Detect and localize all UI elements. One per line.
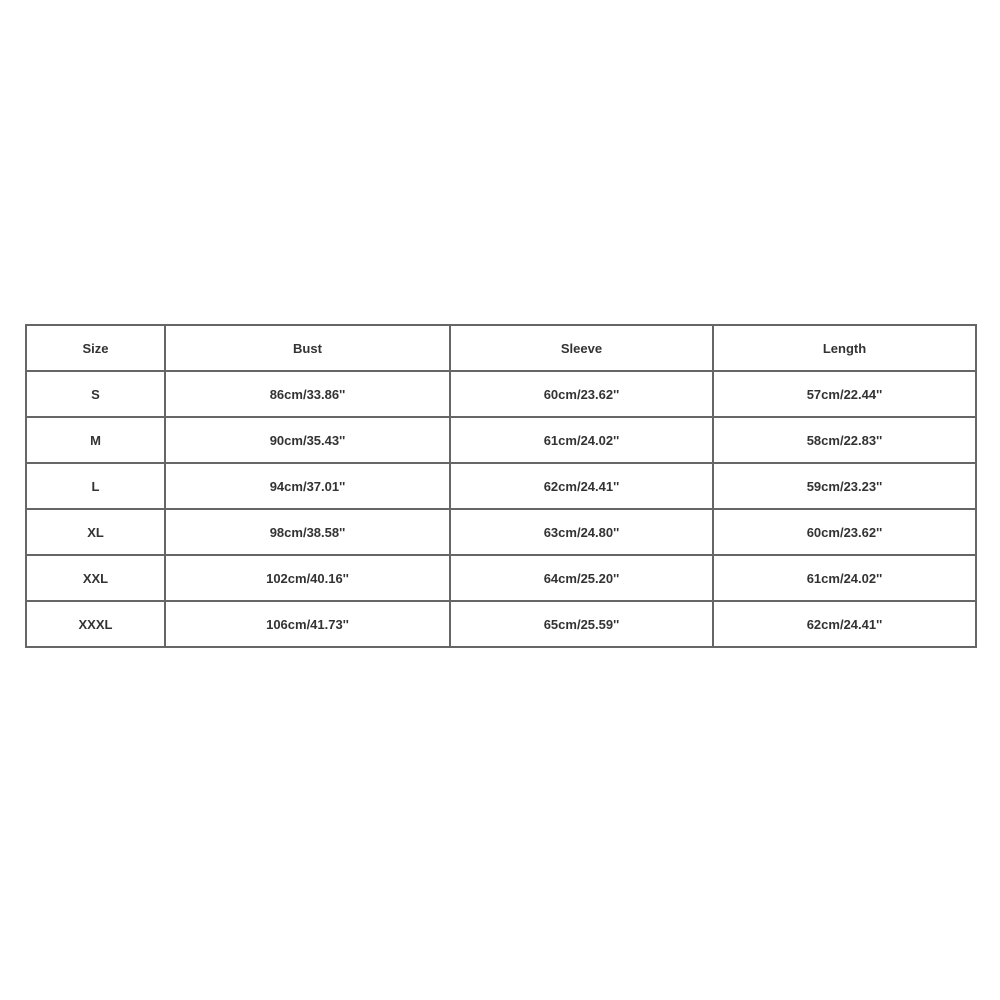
cell-size: XL (26, 509, 165, 555)
cell-size: XXXL (26, 601, 165, 647)
cell-size: L (26, 463, 165, 509)
cell-length: 60cm/23.62'' (713, 509, 976, 555)
table-row (26, 417, 976, 463)
cell-length: 58cm/22.83'' (713, 417, 976, 463)
table-row (26, 371, 976, 417)
cell-size: M (26, 417, 165, 463)
cell-size: S (26, 371, 165, 417)
cell-sleeve: 63cm/24.80'' (450, 509, 713, 555)
header-sleeve: Sleeve (450, 325, 713, 371)
cell-length: 61cm/24.02'' (713, 555, 976, 601)
cell-bust: 94cm/37.01'' (165, 463, 450, 509)
cell-sleeve: 64cm/25.20'' (450, 555, 713, 601)
cell-bust: 106cm/41.73'' (165, 601, 450, 647)
size-chart-table (25, 324, 977, 648)
cell-sleeve: 60cm/23.62'' (450, 371, 713, 417)
header-row (26, 325, 976, 371)
cell-size: XXL (26, 555, 165, 601)
cell-sleeve: 61cm/24.02'' (450, 417, 713, 463)
header-size: Size (26, 325, 165, 371)
cell-sleeve: 62cm/24.41'' (450, 463, 713, 509)
cell-sleeve: 65cm/25.59'' (450, 601, 713, 647)
table-row (26, 509, 976, 555)
cell-length: 59cm/23.23'' (713, 463, 976, 509)
size-chart-header (26, 325, 976, 371)
cell-bust: 90cm/35.43'' (165, 417, 450, 463)
cell-bust: 102cm/40.16'' (165, 555, 450, 601)
size-chart-body (26, 371, 976, 647)
header-length: Length (713, 325, 976, 371)
cell-bust: 86cm/33.86'' (165, 371, 450, 417)
table-row (26, 601, 976, 647)
cell-length: 57cm/22.44'' (713, 371, 976, 417)
header-bust: Bust (165, 325, 450, 371)
cell-length: 62cm/24.41'' (713, 601, 976, 647)
cell-bust: 98cm/38.58'' (165, 509, 450, 555)
table-row (26, 463, 976, 509)
table-row (26, 555, 976, 601)
